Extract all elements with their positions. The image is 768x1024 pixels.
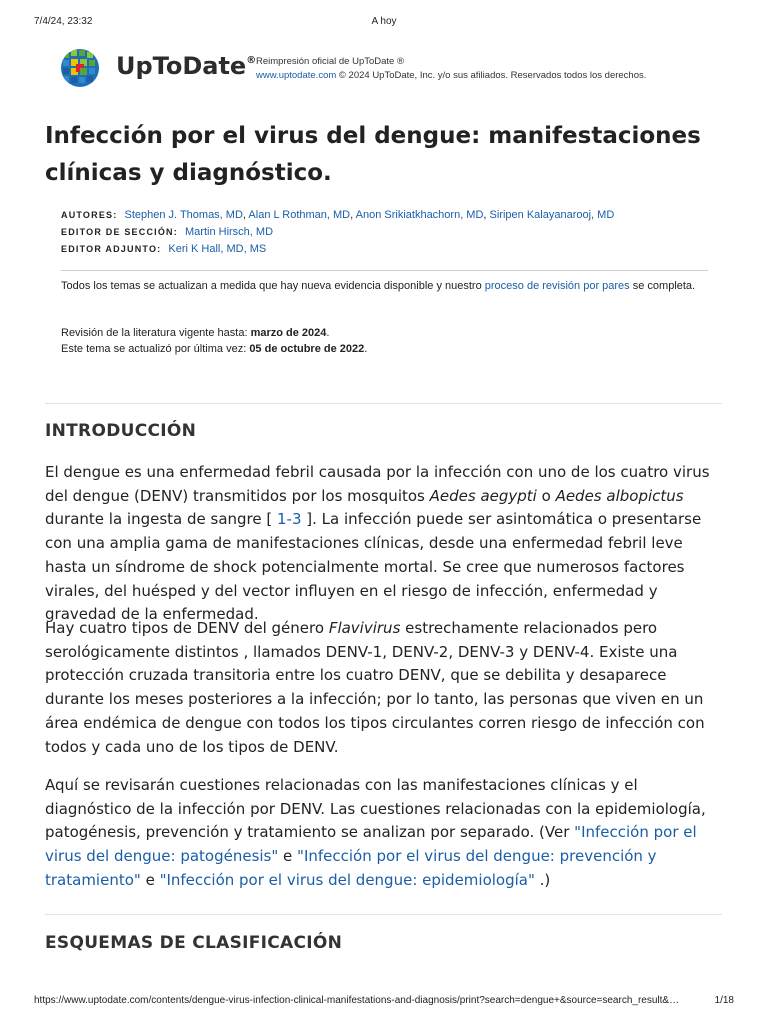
intro-paragraph-1: El dengue es una enfermedad febril causada por la infección con uno de los cuatro virus del dengue (DENV) transmitidos por los mosquitos Aedes aegypti o Aedes albopictus durante la ingesta de sangre [ 1-3 ]. La infección puede ser asintomática o presentarse con una amplia gama de manifestaciones clínicas, desde una enfermedad febril leve hasta un síndrome de shock potencialmente mortal. Se cree que numerosos factores virales, del huésped y del vector influyen en el riesgo de infección, enfermedad y gravedad de la enfermedad. xyxy=(45,463,710,624)
epidemiology-link[interactable]: "Infección por el virus del dengue: epidemiología" xyxy=(159,870,535,889)
print-footer xyxy=(34,995,734,1009)
intro-heading: INTRODUCCIÓN xyxy=(45,421,197,441)
peer-review-link[interactable]: proceso de revisión por pares xyxy=(484,280,630,292)
author-link[interactable]: Alan L Rothman, MD xyxy=(248,209,351,221)
literature-review-date: marzo de 2024 xyxy=(250,327,327,339)
uptodate-wordmark: UpToDate® xyxy=(116,52,257,80)
print-url: https://www.uptodate.com/contents/dengue-virus-infection-clinical-manifestations-and-diagnosis/print?search=dengue+&source=search_result&… xyxy=(34,995,680,1006)
authors-row: AUTORES: Stephen J. Thomas, MD, Alan L Rothman, MD, Anon Srikiatkhachorn, MD, Siripen Kalayanarooj, MD xyxy=(61,209,615,221)
section-editor-label: EDITOR DE SECCIÓN: xyxy=(61,227,178,237)
last-updated-date: 05 de octubre de 2022 xyxy=(249,343,365,355)
review-dates xyxy=(61,325,711,357)
section-divider xyxy=(45,914,722,915)
uptodate-site-link[interactable]: www.uptodate.com xyxy=(256,70,337,81)
uptodate-globe-icon xyxy=(60,48,100,88)
last-updated-line: Este tema se actualizó por última vez: 05 de octubre de 2022. xyxy=(61,343,368,355)
article-contributors xyxy=(61,207,711,258)
author-link[interactable]: Siripen Kalayanarooj, MD xyxy=(489,209,615,221)
prevention-treatment-link[interactable]: "Infección por el virus del dengue: prevención y tratamiento" xyxy=(45,847,657,889)
deputy-editor-row xyxy=(61,241,711,258)
print-header xyxy=(34,16,734,30)
update-note: Todos los temas se actualizan a medida que hay nueva evidencia disponible y nuestro proceso de revisión por pares se completa. xyxy=(61,280,696,292)
meta-divider xyxy=(61,270,708,271)
deputy-editor-link[interactable]: Keri K Hall, MD, MS xyxy=(168,243,267,255)
copyright-text: © 2024 UpToDate, Inc. y/o sus afiliados. Reservados todos los derechos. xyxy=(336,70,647,81)
print-title: A hoy xyxy=(371,16,397,27)
reference-link[interactable]: 1-3 xyxy=(277,510,302,529)
page-number: 1/18 xyxy=(714,995,734,1006)
classification-heading: ESQUEMAS DE CLASIFICACIÓN xyxy=(45,933,343,953)
article-title: Infección por el virus del dengue: manifestaciones clínicas y diagnóstico. xyxy=(45,123,701,186)
intro-paragraph-3: Aquí se revisarán cuestiones relacionadas con las manifestaciones clínicas y el diagnóstico de la infección por DENV. Las cuestiones relacionadas con la epidemiología, patogénesis, prevención y tratamiento se analizan por separado. (Ver "Infección por el virus del dengue: patogénesis" e "Infección por el virus del dengue: prevención y tratamiento" e "Infección por el virus del dengue: epidemiología" .) xyxy=(45,776,706,889)
authors-label: AUTORES: xyxy=(61,210,118,220)
section-editor-link[interactable]: Martin Hirsch, MD xyxy=(185,226,274,238)
deputy-editor-label: EDITOR ADJUNTO: xyxy=(61,244,162,254)
reprint-notice xyxy=(256,55,646,83)
author-link[interactable]: Anon Srikiatkhachorn, MD xyxy=(355,209,484,221)
section-divider xyxy=(45,403,722,404)
pathogenesis-link[interactable]: "Infección por el virus del dengue: patogénesis" xyxy=(45,823,697,866)
literature-review-line: Revisión de la literatura vigente hasta: marzo de 2024. xyxy=(61,327,330,339)
author-link[interactable]: Stephen J. Thomas, MD xyxy=(124,209,243,221)
reprint-line: Reimpresión oficial de UpToDate ® xyxy=(256,56,404,67)
section-editor-row xyxy=(61,224,711,241)
intro-paragraph-2: Hay cuatro tipos de DENV del género Flavivirus estrechamente relacionados pero serológicamente distintos , llamados DENV-1, DENV-2, DENV-3 y DENV-4. Existe una protección cruzada transitoria entre los cuatro DENV, que se debilita y desaparece durante los meses posteriores a la infección; por lo tanto, las personas que viven en un área endémica de dengue con todos los tipos circulantes corren riesgo de infección con todos y cada uno de los tipos de DENV. xyxy=(45,619,705,756)
print-date: 7/4/24, 23:32 xyxy=(34,16,93,27)
